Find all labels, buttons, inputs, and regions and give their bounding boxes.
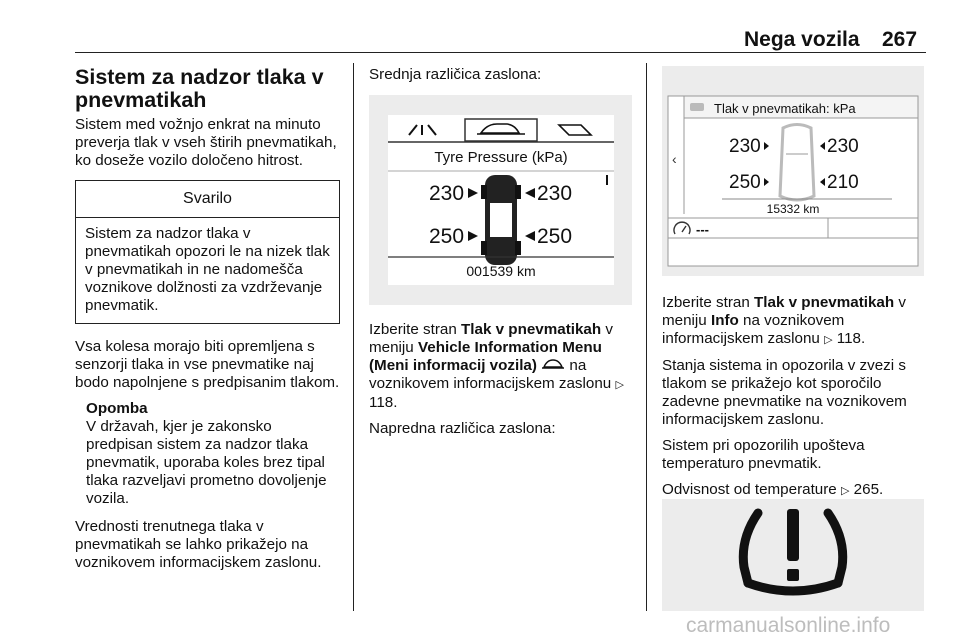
page-ref-icon: ▷ <box>840 485 850 497</box>
page-name: Tlak v pnevmatikah <box>461 321 602 338</box>
tpms-warning-icon <box>662 499 924 611</box>
left-column <box>75 66 340 580</box>
temperature-paragraph: Sistem pri opozorilih upošteva temperaturo pnevmatik. <box>662 437 865 472</box>
adv-bottom-value: --- <box>696 222 709 237</box>
text-run: na voznikovem informacijskem zaslonu <box>662 312 845 347</box>
values-paragraph: Vrednosti trenutnega tlaka v pnevmatikah se lahko prikažejo na voznikovem informacijskem zaslonu. <box>75 518 322 571</box>
note-block <box>86 400 340 508</box>
warning-text: Sistem za nadzor tlaka v pnevmatikah opozori le na nizek tlak v pnevmatikah in ne nadomešča voznikove dolžnosti za vzdrževanje pnevmatik. <box>85 225 330 314</box>
mid-display-caption: Srednja različica zaslona: <box>369 66 542 83</box>
text-run: v meniju <box>662 294 906 329</box>
warning-title: Svarilo <box>76 181 339 218</box>
page-ref[interactable]: 265. <box>853 481 884 498</box>
intro-paragraph: Sistem med vožnjo enkrat na minuto preverja tlak v vseh štirih pnevmatikah, ko doseže vozilo določeno hitrost. <box>75 116 337 169</box>
adv-rl-value: 250 <box>729 172 761 193</box>
watermark: carmanualsonline.info <box>686 614 891 637</box>
menu-name: Info <box>710 312 739 329</box>
text-run: Odvisnost od temperature <box>662 481 841 498</box>
page-header-title: Nega vozila <box>744 28 860 51</box>
mid-rr-value: 250 <box>537 225 573 248</box>
tpms-warning-image <box>662 499 924 611</box>
mid-fr-value: 230 <box>537 182 573 205</box>
adv-fr-value: 230 <box>827 136 859 157</box>
car-menu-icon <box>541 358 565 370</box>
temperature-dependency-paragraph <box>662 481 926 500</box>
note-title: Opomba <box>86 400 148 417</box>
page-ref-icon: ▷ <box>824 334 833 346</box>
note-text: V državah, kjer je zakonsko predpisan sistem za nadzor tlaka pnevmatik, uporaba koles brez tipal tlaka razveljavi prometno dovoljenje vozila. <box>86 418 327 507</box>
section-heading: Sistem za nadzor tlaka v pnevmatikah <box>75 65 324 112</box>
text-run: Izberite stran <box>662 294 755 311</box>
page-ref[interactable]: 118. <box>836 330 866 347</box>
adv-odometer: 15332 km <box>766 202 820 216</box>
middle-column-lower <box>369 321 635 446</box>
warning-box <box>75 180 340 324</box>
middle-column <box>369 66 635 96</box>
mid-display-car-top <box>481 175 521 265</box>
header-rule <box>75 52 926 53</box>
advanced-display-image <box>662 66 924 276</box>
text-run: v meniju <box>369 321 613 356</box>
mid-level-display-image <box>369 95 632 305</box>
mid-rl-value: 250 <box>429 225 465 248</box>
text-run: Izberite stran <box>369 321 462 338</box>
page-name: Tlak v pnevmatikah <box>754 294 895 311</box>
right-column <box>662 294 926 508</box>
adv-fl-value: 230 <box>729 136 761 157</box>
adv-display-title: Tlak v pnevmatikah: kPa <box>714 101 856 116</box>
column-divider-left <box>353 63 354 611</box>
text-run: na voznikovem informacijskem zaslonu <box>369 357 616 392</box>
right-select-paragraph <box>662 294 926 349</box>
adv-rr-value: 210 <box>827 172 859 193</box>
sensors-paragraph: Vsa kolesa morajo biti opremljena s senzorji tlaka in vse pnevmatike naj bodo napolnjene s predpisanim tlakom. <box>75 338 340 391</box>
page-ref-icon: ▷ <box>615 379 624 391</box>
back-chevron-icon[interactable]: ‹ <box>672 151 677 167</box>
column-divider-right <box>646 63 647 611</box>
car-small-icon <box>690 103 704 111</box>
mid-select-paragraph <box>369 321 635 412</box>
mid-fl-value: 230 <box>429 182 465 205</box>
status-paragraph: Stanja sistema in opozorila v zvezi s tlakom se prikažejo kot sporočilo zadevne pnevmatike na voznikovem informacijskem zaslonu. <box>662 357 907 428</box>
page-ref[interactable]: 118. <box>369 394 398 411</box>
mid-display-title: Tyre Pressure (kPa) <box>434 149 568 166</box>
menu-name: Vehicle Information Menu (Meni informacij vozila) <box>369 339 602 374</box>
mid-odometer: 001539 km <box>466 263 536 279</box>
adv-display-caption: Napredna različica zaslona: <box>369 420 556 437</box>
page-number: 267 <box>882 28 918 51</box>
